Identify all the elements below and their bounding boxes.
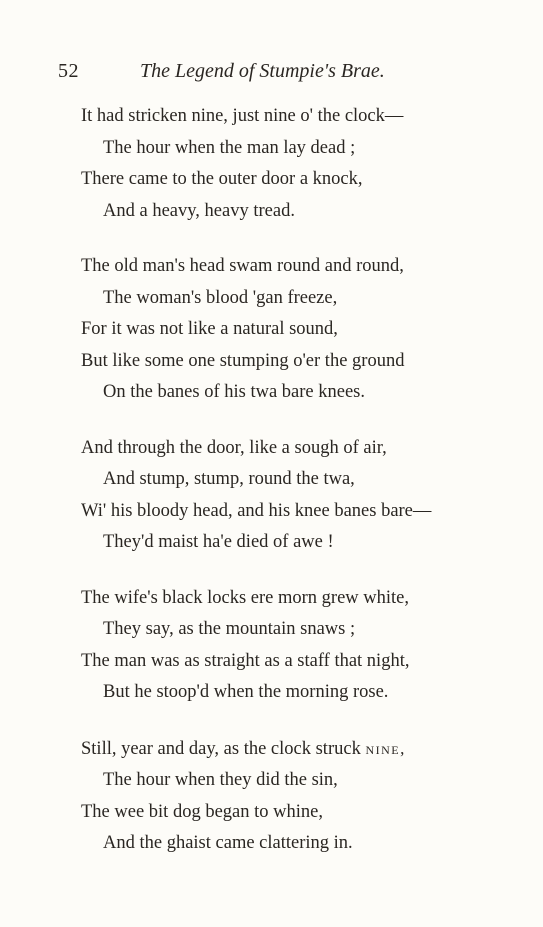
smallcaps-word: nine, xyxy=(365,738,406,758)
running-title: The Legend of Stumpie's Brae. xyxy=(140,60,385,82)
stanza-3 xyxy=(0,433,543,559)
poem-line: They'd maist ha'e died of awe ! xyxy=(103,532,334,552)
poem-line: The hour when they did the sin, xyxy=(103,770,338,790)
poem-line: The wife's black locks ere morn grew white, xyxy=(81,587,409,608)
poem-line: The woman's blood 'gan freeze, xyxy=(103,287,338,308)
poem-line: And stump, stump, round the twa, xyxy=(103,469,355,489)
page-header xyxy=(58,60,448,86)
page-number: 52 xyxy=(58,60,79,82)
poem-body xyxy=(0,101,543,884)
poem-line: But he stoop'd when the morning rose. xyxy=(103,682,389,702)
poem-line: The man was as straight as a staff that night, xyxy=(81,650,410,671)
poem-line: There came to the outer door a knock, xyxy=(81,169,363,189)
poem-line: And through the door, like a sough of air, xyxy=(81,437,387,458)
poem-line xyxy=(0,733,543,766)
stanza-4 xyxy=(0,583,543,709)
stanza-1 xyxy=(0,101,543,227)
poem-line: On the banes of his twa bare knees. xyxy=(103,382,365,402)
poem-line: Wi' his bloody head, and his knee banes bare— xyxy=(81,500,432,521)
poem-line: But like some one stumping o'er the ground xyxy=(81,350,405,371)
poem-line-text: Still, year and day, as the clock struck xyxy=(81,738,366,759)
poem-line: It had stricken nine, just nine o' the clock— xyxy=(81,106,404,126)
poem-line: For it was not like a natural sound, xyxy=(81,319,338,339)
poem-line: And the ghaist came clattering in. xyxy=(103,833,353,853)
poem-line: The wee bit dog began to whine, xyxy=(81,801,323,822)
stanza-5 xyxy=(0,733,543,860)
poem-line: They say, as the mountain snaws ; xyxy=(103,619,356,639)
poem-line: And a heavy, heavy tread. xyxy=(103,200,295,221)
stanza-2 xyxy=(0,251,543,409)
poem-line: The old man's head swam round and round, xyxy=(81,256,404,276)
poem-line: The hour when the man lay dead ; xyxy=(103,137,356,158)
